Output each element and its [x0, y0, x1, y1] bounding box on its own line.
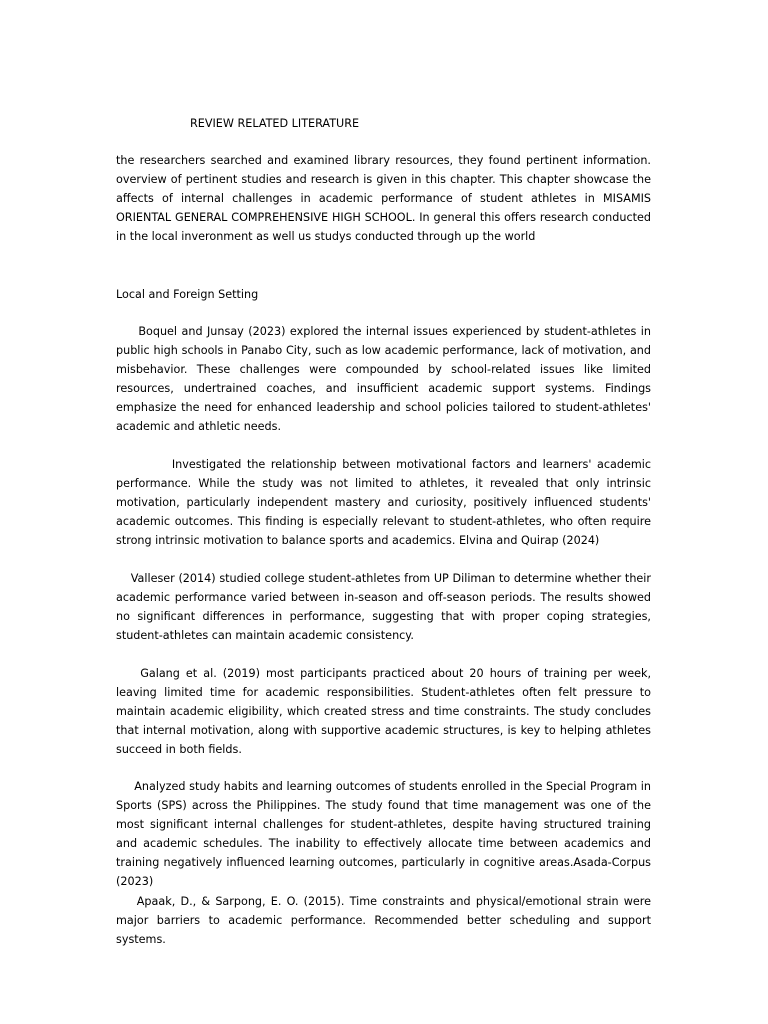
paragraph-apaak-sarpong: Apaak, D., & Sarpong, E. O. (2015). Time constraints and physical/emotional strain were major barriers to academic performance. Recommended better scheduling and support systems.	[116, 895, 651, 946]
document-title: REVIEW RELATED LITERATURE	[190, 117, 360, 130]
intro-paragraph: the researchers searched and examined library resources, they found pertinent information. overview of pertinent studies and research is given in this chapter. This chapter showcase the affects of internal challenges in academic performance of student athletes in MISAMIS ORIENTAL GENERAL COMPREHENSIVE HIGH SCHOOL. In general this offers research conducted in the local inveronment as well us studys conducted through up the world	[116, 154, 651, 243]
paragraph-asada-corpus: Analyzed study habits and learning outcomes of students enrolled in the Special Program in Sports (SPS) across the Philippines. The study found that time management was one of the most significant internal challenges for student-athletes, despite having structured training and academic schedules. The inability to effectively allocate time between academics and training negatively influenced learning outcomes, particularly in cognitive areas.Asada-Corpus (2023)	[116, 780, 651, 888]
paragraph-valleser: Valleser (2014) studied college student-athletes from UP Diliman to determine whether their academic performance varied between in-season and off-season periods. The results showed no significant differences in performance, suggesting that with proper coping strategies, student-athletes can maintain academic consistency.	[116, 572, 651, 642]
paragraph-galang: Galang et al. (2019) most participants practiced about 20 hours of training per week, leaving limited time for academic responsibilities. Student-athletes often felt pressure to maintain academic eligibility, which created stress and time constraints. The study concludes that internal motivation, along with supportive academic structures, is key to helping athletes succeed in both fields.	[116, 667, 651, 756]
paragraph-boquel-junsay: Boquel and Junsay (2023) explored the internal issues experienced by student-athletes in public high schools in Panabo City, such as low academic performance, lack of motivation, and misbehavior. These challenges were compounded by school-related issues like limited resources, undertrained coaches, and insufficient academic support systems. Findings emphasize the need for enhanced leadership and school policies tailored to student-athletes' academic and athletic needs.	[116, 325, 651, 433]
section-heading: Local and Foreign Setting	[116, 288, 259, 301]
paragraph-elvina-quirap: Investigated the relationship between motivational factors and learners' academic performance. While the study was not limited to athletes, it revealed that only intrinsic motivation, particularly independent mastery and curiosity, positively influenced students' academic outcomes. This finding is especially relevant to student-athletes, who often require strong intrinsic motivation to balance sports and academics. Elvina and Quirap (2024)	[116, 458, 651, 547]
